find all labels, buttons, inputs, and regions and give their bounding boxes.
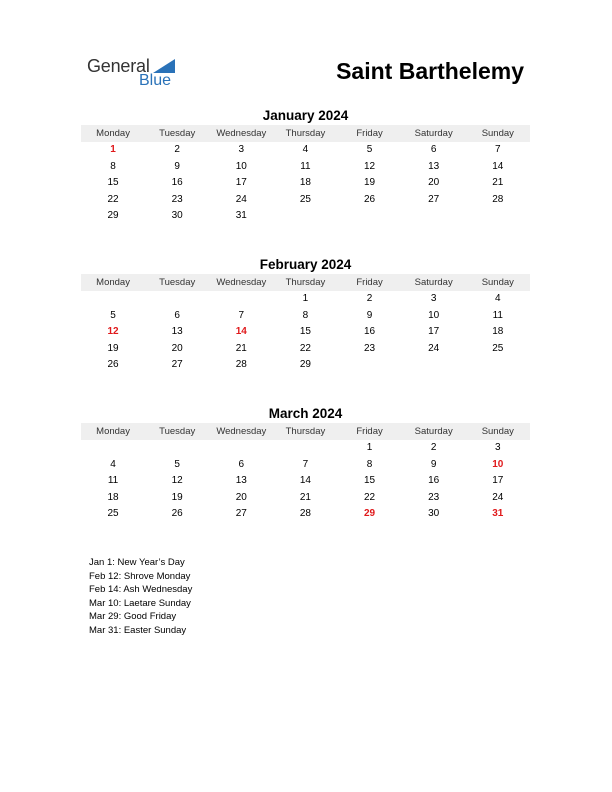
general-blue-logo [87, 56, 187, 92]
date-cell: 18 [492, 326, 504, 337]
date-cell: 6 [430, 144, 437, 155]
date-cell: 26 [171, 508, 183, 519]
date-cell: 20 [428, 177, 440, 188]
weekday-header-row [81, 274, 530, 291]
date-cell [466, 208, 530, 225]
date-cell: 25 [107, 508, 119, 519]
weekday-label: Thursday [285, 426, 326, 437]
week-row [81, 490, 530, 507]
date-cell [273, 440, 337, 457]
date-cell: 7 [495, 144, 501, 155]
month-title: February 2024 [259, 257, 352, 272]
week-row [81, 457, 530, 474]
date-cell: 30 [428, 508, 440, 519]
date-cell [81, 440, 145, 457]
date-cell: 25 [299, 193, 311, 205]
date-cell: 7 [238, 309, 245, 321]
holiday-entry: Mar 10: Laetare Sunday [89, 597, 191, 609]
date-cell: 10 [428, 309, 440, 321]
date-cell: 31 [235, 210, 247, 221]
date-cell: 23 [171, 193, 183, 205]
weekday-label: Thursday [285, 128, 326, 139]
holiday-entry: Feb 12: Shrove Monday [89, 570, 191, 582]
date-cell: 21 [299, 491, 311, 503]
date-cell: 6 [174, 309, 180, 321]
weekday-label: Monday [96, 128, 130, 139]
month-calendar [81, 256, 530, 374]
date-cell: 2 [174, 144, 180, 155]
date-cell: 11 [107, 475, 119, 486]
weekday-label: Saturday [414, 128, 453, 139]
date-cell [402, 208, 466, 225]
date-cell [145, 291, 209, 308]
date-cell: 26 [107, 359, 119, 370]
weekday-label: Tuesday [159, 277, 196, 288]
date-cell: 4 [302, 144, 309, 155]
weekday-label: Friday [356, 426, 383, 437]
date-cell: 8 [110, 160, 116, 172]
date-cell: 12 [171, 475, 183, 486]
date-cell [466, 357, 530, 374]
holiday-date-cell: 14 [235, 326, 247, 337]
date-cell: 1 [302, 293, 309, 304]
holiday-entry: Feb 14: Ash Wednesday [89, 584, 193, 595]
week-row [81, 506, 530, 523]
month-calendar [81, 405, 530, 523]
logo-text-blue: Blue [139, 72, 172, 89]
date-cell: 3 [430, 293, 437, 304]
week-row [81, 473, 530, 490]
weekday-label: Monday [96, 277, 130, 288]
date-cell [338, 208, 402, 225]
country-title: Saint Barthelemy [336, 58, 524, 84]
date-cell: 12 [364, 160, 376, 172]
date-cell: 9 [366, 309, 373, 321]
date-cell: 29 [299, 359, 311, 370]
logo-triangle-icon [153, 59, 175, 73]
week-row [81, 159, 530, 176]
holiday-entry: Jan 1: New Year’s Day [89, 557, 185, 568]
date-cell: 22 [299, 342, 311, 354]
week-row [81, 308, 530, 325]
date-cell: 21 [492, 177, 504, 188]
date-cell [402, 357, 466, 374]
date-cell: 8 [366, 458, 373, 470]
weekday-label: Thursday [285, 277, 326, 288]
date-cell: 2 [430, 442, 437, 453]
date-cell: 27 [171, 359, 183, 370]
holiday-list [89, 556, 192, 637]
logo-text-general: General [87, 56, 150, 76]
date-cell: 22 [364, 491, 376, 503]
month-title: March 2024 [268, 406, 343, 421]
weekday-label: Wednesday [216, 426, 267, 437]
week-row [81, 192, 530, 209]
date-cell: 18 [107, 491, 119, 503]
weekday-header-row [81, 423, 530, 440]
date-cell: 15 [299, 326, 311, 337]
date-cell: 24 [428, 342, 440, 354]
date-cell: 23 [364, 342, 376, 354]
date-cell: 15 [107, 177, 119, 188]
date-cell [81, 291, 145, 308]
weekday-label: Wednesday [216, 128, 267, 139]
date-cell: 29 [107, 210, 119, 221]
date-cell: 28 [492, 193, 504, 205]
date-cell: 5 [174, 458, 180, 470]
date-cell: 28 [235, 359, 247, 370]
holiday-entry: Mar 31: Easter Sunday [89, 624, 187, 636]
weekday-label: Saturday [414, 277, 453, 288]
date-cell: 27 [428, 193, 440, 205]
date-cell: 30 [171, 210, 183, 221]
week-row [81, 142, 530, 159]
date-cell: 16 [364, 326, 376, 337]
date-cell: 11 [492, 309, 503, 321]
weekday-label: Sunday [481, 426, 514, 437]
weekday-label: Tuesday [159, 426, 196, 437]
weekday-label: Friday [356, 128, 383, 139]
date-cell: 26 [364, 193, 376, 205]
date-cell: 16 [428, 475, 440, 486]
weekday-label: Saturday [414, 426, 453, 437]
date-cell [209, 440, 273, 457]
holiday-date-cell: 12 [107, 326, 119, 337]
date-cell: 3 [495, 442, 501, 453]
holiday-date-cell: 10 [492, 458, 504, 470]
date-cell: 13 [171, 326, 183, 337]
holiday-date-cell: 1 [110, 144, 116, 155]
weekday-label: Tuesday [159, 128, 196, 139]
date-cell: 24 [492, 491, 504, 503]
date-cell: 17 [492, 475, 504, 486]
date-cell: 5 [366, 144, 373, 155]
date-cell: 21 [235, 342, 247, 354]
date-cell: 23 [428, 491, 440, 503]
date-cell: 9 [430, 458, 437, 470]
date-cell: 18 [299, 177, 311, 188]
date-cell: 3 [238, 144, 245, 155]
weekday-label: Sunday [481, 277, 514, 288]
date-cell: 1 [366, 442, 373, 453]
weekday-header-row [81, 125, 530, 142]
date-cell: 27 [235, 508, 247, 519]
month-title: January 2024 [262, 108, 349, 123]
date-cell: 11 [300, 160, 311, 172]
date-cell: 28 [299, 508, 311, 519]
date-cell: 24 [235, 193, 247, 205]
date-cell: 7 [302, 458, 309, 470]
weekday-label: Friday [356, 277, 383, 288]
week-row [81, 208, 530, 225]
holiday-entry: Mar 29: Good Friday [89, 611, 177, 622]
date-cell [273, 208, 337, 225]
week-row [81, 324, 530, 341]
date-cell: 19 [107, 342, 119, 354]
week-row [81, 175, 530, 192]
date-cell: 25 [492, 342, 504, 354]
week-row [81, 440, 530, 457]
date-cell: 10 [235, 160, 247, 172]
date-cell: 13 [428, 160, 440, 172]
date-cell: 20 [235, 491, 247, 503]
weekday-label: Monday [96, 426, 130, 437]
date-cell: 14 [299, 475, 311, 486]
date-cell: 8 [302, 309, 309, 321]
date-cell: 17 [428, 326, 440, 337]
date-cell: 13 [235, 475, 247, 486]
holiday-date-cell: 31 [492, 508, 504, 519]
date-cell: 20 [171, 342, 183, 354]
month-calendar [81, 107, 530, 225]
date-cell: 22 [107, 193, 119, 205]
holiday-date-cell: 29 [364, 508, 376, 519]
date-cell: 19 [171, 491, 183, 503]
date-cell: 19 [364, 177, 376, 188]
date-cell [209, 291, 273, 308]
week-row [81, 341, 530, 358]
date-cell: 17 [235, 177, 247, 188]
date-cell [145, 440, 209, 457]
weekday-label: Sunday [481, 128, 514, 139]
date-cell: 15 [364, 475, 376, 486]
week-row [81, 291, 530, 308]
date-cell: 16 [171, 177, 183, 188]
date-cell: 9 [174, 160, 180, 172]
week-row [81, 357, 530, 374]
weekday-label: Wednesday [216, 277, 267, 288]
date-cell [338, 357, 402, 374]
date-cell: 6 [238, 458, 245, 470]
date-cell: 4 [110, 458, 116, 470]
date-cell: 5 [110, 309, 116, 321]
date-cell: 2 [366, 293, 373, 304]
date-cell: 4 [495, 293, 501, 304]
date-cell: 14 [492, 160, 504, 172]
